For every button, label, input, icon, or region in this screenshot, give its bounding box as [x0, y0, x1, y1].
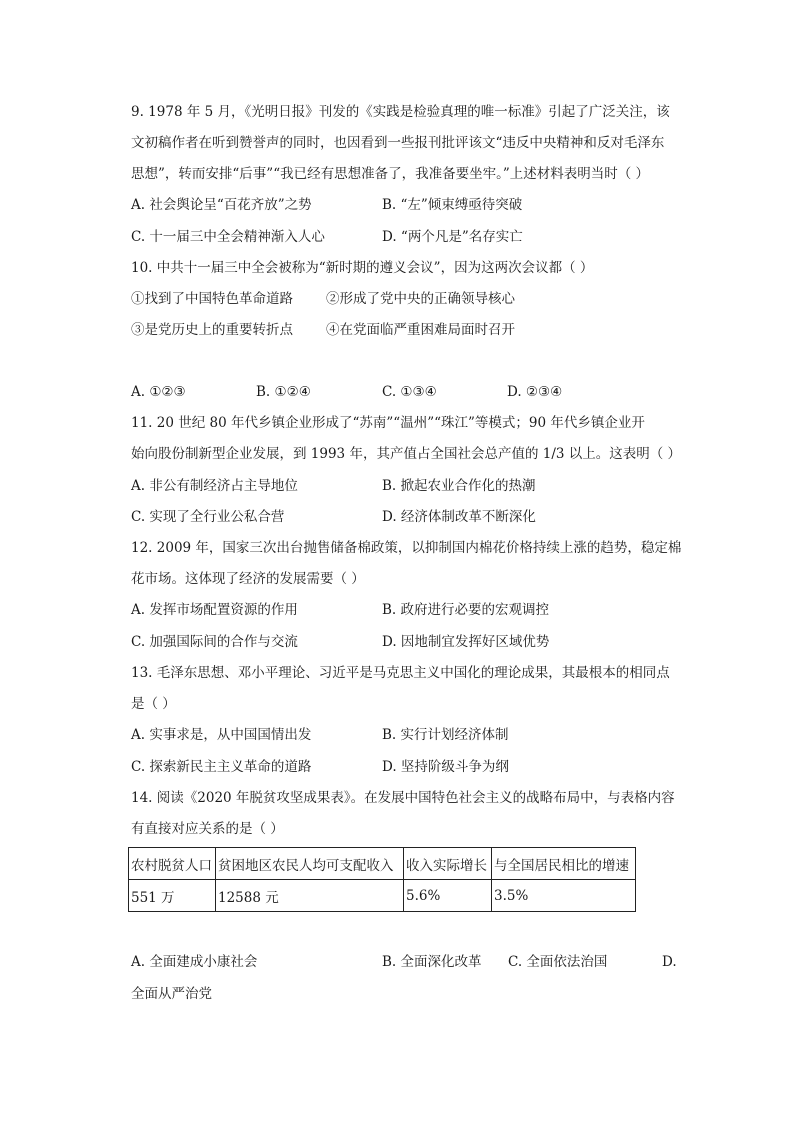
poverty-results-table: [128, 847, 636, 912]
table-cell: 3.5%: [492, 880, 636, 912]
question-10-line-1: 10. 中共十一届三中全会被称为“新时期的遵义会议”，因为这两次会议都（ ）: [131, 260, 594, 276]
question-12-option-c[interactable]: C. 加强国际间的合作与交流: [131, 634, 298, 650]
question-11-option-d[interactable]: D. 经济体制改革不断深化: [382, 509, 536, 525]
question-14-option-d-label[interactable]: D.: [662, 954, 677, 970]
question-10-item-1: ①找到了中国特色革命道路: [131, 291, 293, 307]
question-12-line-2: 花市场。这体现了经济的发展需要（ ）: [131, 571, 365, 587]
question-13-option-a[interactable]: A. 实事求是，从中国国情出发: [131, 727, 312, 743]
question-9-option-c[interactable]: C. 十一届三中全会精神渐入人心: [131, 229, 325, 245]
question-13-line-1: 13. 毛泽东思想、邓小平理论、习近平是马克思主义中国化的理论成果，其最根本的相同点: [131, 665, 670, 681]
table-cell: 551 万: [129, 880, 216, 912]
table-header-cell: 收入实际增长: [404, 848, 492, 880]
question-13-line-2: 是（ ）: [131, 696, 176, 712]
question-12-line-1: 12. 2009 年，国家三次出台抛售储备棉政策，以抑制国内棉花价格持续上涨的趋势，稳定棉: [131, 540, 682, 556]
question-13-option-d[interactable]: D. 坚持阶级斗争为纲: [382, 759, 509, 775]
question-10-option-a[interactable]: A. ①②③: [131, 384, 186, 400]
question-14-line-2: 有直接对应关系的是（ ）: [131, 821, 284, 837]
question-9-line-1: 9. 1978 年 5 月，《光明日报》刊发的《实践是检验真理的唯一标准》引起了广泛关注，该: [131, 104, 670, 120]
table-header-row: [129, 848, 636, 880]
question-9-option-d[interactable]: D. “两个凡是”名存实亡: [382, 229, 523, 245]
question-11-option-c[interactable]: C. 实现了全行业公私合营: [131, 509, 285, 525]
question-12-option-b[interactable]: B. 政府进行必要的宏观调控: [382, 602, 550, 618]
question-13-option-b[interactable]: B. 实行计划经济体制: [382, 727, 509, 743]
question-11-option-a[interactable]: A. 非公有制经济占主导地位: [131, 478, 298, 494]
question-12-option-d[interactable]: D. 因地制宜发挥好区域优势: [382, 634, 550, 650]
question-10-item-3: ③是党历史上的重要转折点: [131, 322, 293, 338]
table-header-cell: 贫困地区农民人均可支配收入: [216, 848, 404, 880]
question-9-option-a[interactable]: A. 社会舆论呈“百花齐放”之势: [131, 197, 312, 213]
question-13-option-c[interactable]: C. 探索新民主主义革命的道路: [131, 759, 312, 775]
question-14-option-d-text[interactable]: 全面从严治党: [131, 986, 212, 1002]
question-14-option-a[interactable]: A. 全面建成小康社会: [131, 954, 258, 970]
question-10-item-2: ②形成了党中央的正确领导核心: [326, 291, 515, 307]
table-header-cell: 农村脱贫人口: [129, 848, 216, 880]
table-cell: 12588 元: [216, 880, 404, 912]
table-cell: 5.6%: [404, 880, 492, 912]
question-10-option-b[interactable]: B. ①②④: [256, 384, 311, 400]
question-10-option-d[interactable]: D. ②③④: [507, 384, 563, 400]
question-11-line-1: 11. 20 世纪 80 年代乡镇企业形成了“苏南”“温州”“珠江”等模式；90 年代乡镇企业开: [131, 415, 645, 431]
question-14-option-c[interactable]: C. 全面依法治国: [508, 954, 608, 970]
question-10-item-4: ④在党面临严重困难局面时召开: [326, 322, 515, 338]
question-9-line-2: 文初稿作者在听到赞誉声的同时，也因看到一些报刊批评该文“违反中央精神和反对毛泽东: [131, 135, 665, 151]
question-11-option-b[interactable]: B. 掀起农业合作化的热潮: [382, 478, 536, 494]
table-header-cell: 与全国居民相比的增速: [492, 848, 636, 880]
question-14-option-b[interactable]: B. 全面深化改革: [382, 954, 482, 970]
table-row: [129, 880, 636, 912]
question-11-line-2: 始向股份制新型企业发展，到 1993 年，其产值占全国社会总产值的 1/3 以上。这表明（ ）: [131, 446, 682, 462]
question-9-line-3: 思想”，转而安排“后事”“我已经有思想准备了，我准备要坐牢。”上述材料表明当时（ ）: [131, 166, 650, 182]
question-10-option-c[interactable]: C. ①③④: [382, 384, 437, 400]
question-12-option-a[interactable]: A. 发挥市场配置资源的作用: [131, 602, 298, 618]
question-9-option-b[interactable]: B. “左”倾束缚亟待突破: [382, 197, 523, 213]
question-14-line-1: 14. 阅读《2020 年脱贫攻坚成果表》。在发展中国特色社会主义的战略布局中，与表格内容: [131, 790, 675, 806]
